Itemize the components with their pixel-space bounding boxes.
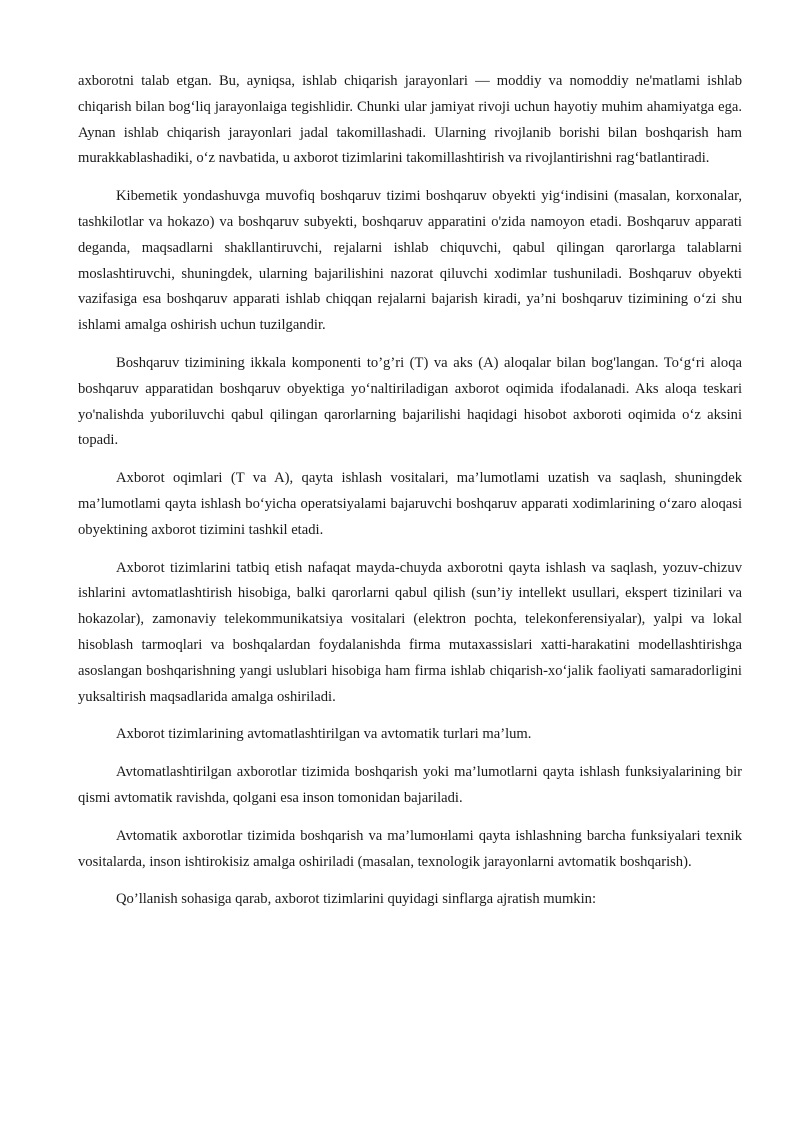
- paragraph-continuation: axborotni talab etgan. Bu, ayniqsa, ishlab chiqarish jarayonlari — moddiy va nomoddiy ne'matlami ishlab chiqarish bilan bog‘liq jarayonlaiga tegishlidir. Chunki ular jamiyat rivoji uchun hayotiy muhim ahamiyatga ega. Aynan ishlab chiqarish jarayonlari jadal takomillashadi. Ularning rivojlanib borishi bilan boshqarish ham murakkablashadiki, o‘z navbatida, u axborot tizimlarini takomillashtirish va rivojlantirishni rag‘batlantiradi.: [78, 73, 742, 167]
- paragraph-automatic-systems: Avtomatik axborotlar tizimida boshqarish va ma’lumoнlami qayta ishlashning barcha funksiyalari texnik vositalarda, inson ishtirokisiz amalga oshiriladi (masalan, texnologik jarayonlarni avtomatik boshqarish).: [78, 827, 742, 870]
- paragraph-classification-intro: Qo’llanish sohasiga qarab, axborot tizimlarini quyidagi sinflarga ajratish mumkin:: [116, 891, 597, 908]
- paragraph-system-types: Axborot tizimlarining avtomatlashtirilgan va avtomatik turlari ma’lum.: [116, 726, 532, 743]
- paragraph-information-flows: Axborot oqimlari (T va A), qayta ishlash vositalari, ma’lumotlami uzatish va saqlash, shuningdek ma’lumotlami qayta ishlash bo‘yicha operatsiyalami bajaruvchi boshqaruv apparati xodimlarining o‘zaro aloqasi obyektining axborot tizimini tashkil etadi.: [78, 470, 742, 538]
- paragraph-cybernetic-approach: Kibemetik yondashuvga muvofiq boshqaruv tizimi boshqaruv obyekti yig‘indisini (masalan, korxonalar, tashkilotlar va hokazo) va boshqaruv subyekti, boshqaruv apparatini o'zida namoyon etadi. Boshqaruv apparati deganda, maqsadlarni shakllantiruvchi, rejalarni ishlab chiquvchi, qabul qilingan qarorlarga talablarni moslashtiruvchi, shuningdek, ularning bajarilishini nazorat qiluvchi xodimlar tushuniladi. Boshqaruv obyekti vazifasiga esa boshqaruv apparati ishlab chiqqan rejalarni bajarish kiradi, ya’ni boshqaruv tizimining o‘zi shu ishlami amalga oshirish uchun tuzilgandir.: [78, 188, 742, 334]
- paragraph-feedback-links: Boshqaruv tizimining ikkala komponenti to’g’ri (T) va aks (A) aloqalar bilan bog'langan. To‘g‘ri aloqa boshqaruv apparatidan boshqaruv obyektiga yo‘naltiriladigan axborot oqimida ifodalanadi. Aks aloqa teskari yo'nalishda yuboriluvchi qabul qilingan qarorlarning bajarilishi haqidagi hisobot axboroti oqimida o‘z aksini topadi.: [78, 354, 742, 449]
- paragraph-automated-systems: Avtomatlashtirilgan axborotlar tizimida boshqarish yoki ma’lumotlarni qayta ishlash funksiyalarining bir qismi avtomatik ravishda, qolgani esa inson tomonidan bajariladi.: [78, 764, 742, 806]
- paragraph-implementation: Axborot tizimlarini tatbiq etish nafaqat mayda-chuyda axborotni qayta ishlash va saqlash, yozuv-chizuv ishlarini avtomatlashtirish hisobiga, balki qarorlarni qabul qilish (sun’iy intellekt usullari, ekspert tizinilari va hokazolar), zamonaviy telekommunikatsiya vositalari (elektron pochta, telekonferensiyalar), yalpi va lokal hisoblash tarmoqlari va boshqalardan foydalanishda firma mutaxassislari xatti-harakatini modellashtirishga asoslangan boshqarishning yangi uslublari hisobiga ham firma ishlab chiqarish-xo‘jalik faoliyati samaradorligini yuksaltirish maqsadlarida amalga oshiriladi.: [78, 559, 742, 705]
